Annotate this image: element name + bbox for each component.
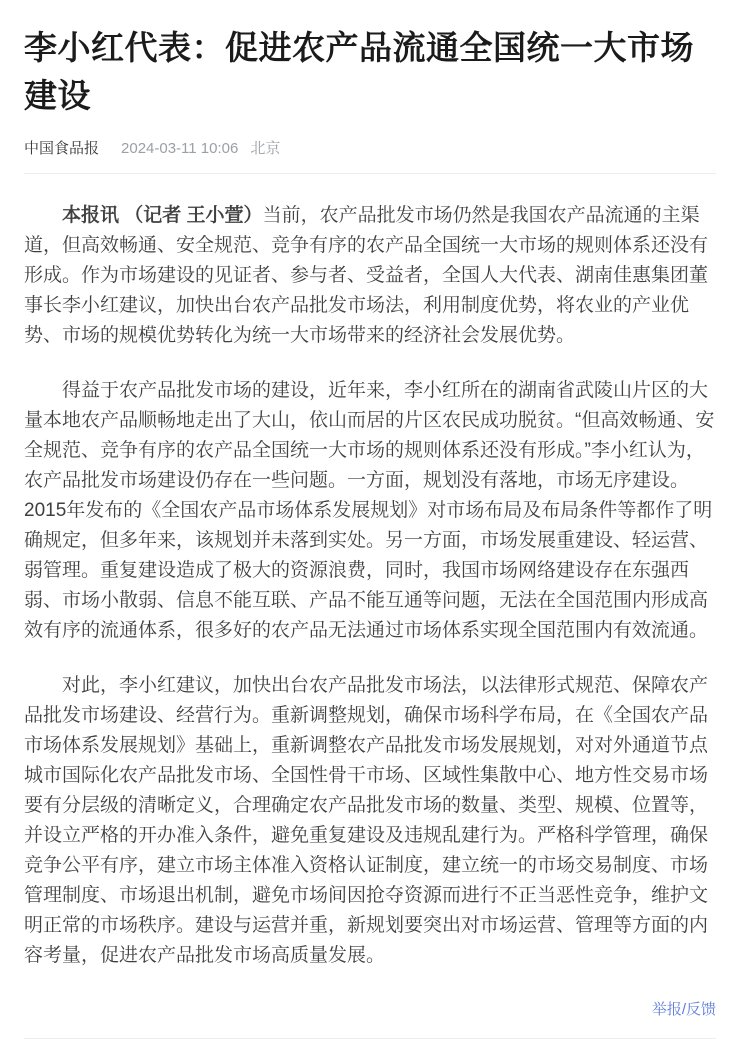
report-row	[24, 996, 716, 1020]
article-meta	[24, 138, 716, 159]
report-feedback-link[interactable]: 举报/反馈	[651, 1001, 716, 1018]
paragraph-3-text: 对此，李小红建议，加快出台农产品批发市场法，以法律形式规范、保障农产品批发市场建设、经营行为。重新调整规划，确保市场科学布局，在《全国农产品市场体系发展规划》基础上，重新调整农产品批发市场发展规划，对对外通道节点城市国际化农产品批发市场、全国性骨干市场、区域性集散中心、地方性交易市场要有分层级的清晰定义，合理确定农产品批发市场的数量、类型、规模、位置等，并设立严格的开办准入条件，避免重复建设及违规乱建行为。严格科学管理，确保竞争公平有序，建立市场主体准入资格认证制度，建立统一的市场交易制度、市场管理制度、市场退出机制，避免市场间因抢夺资源而进行不正当恶性竞争，维护文明正常的市场秩序。建设与运营并重，新规划要突出对市场运营、管理等方面的内容考量，促进农产品批发市场高质量发展。	[24, 675, 709, 966]
publish-location: 北京	[250, 140, 281, 157]
paragraph-2	[24, 376, 716, 646]
paragraph-2-text: 得益于农产品批发市场的建设，近年来，李小红所在的湖南省武陵山片区的大量本地农产品顺畅地走出了大山，依山而居的片区农民成功脱贫。“但高效畅通、安全规范、竞争有序的农产品全国统一大市场的规则体系还没有形成。”李小红认为，农产品批发市场建设仍存在一些问题。一方面，规划没有落地，市场无序建设。2015年发布的《全国农产品市场体系发展规划》对市场布局及布局条件等都作了明确规定，但多年来，该规划并未落到实处。另一方面，市场发展重建设、轻运营、弱管理。重复建设造成了极大的资源浪费，同时，我国市场网络建设存在东强西弱、市场小散弱、信息不能互联、产品不能互通等问题，无法在全国范围内形成高效有序的流通体系，很多好的农产品无法通过市场体系实现全国范围内有效流通。	[24, 380, 715, 641]
article-title: 李小红代表：促进农产品流通全国统一大市场建设	[24, 29, 694, 114]
source-name[interactable]: 中国食品报	[24, 140, 100, 157]
article-body	[24, 174, 716, 971]
paragraph-3	[24, 671, 716, 971]
byline-lead: 本报讯 （记者 王小萱）	[62, 205, 263, 226]
paragraph-1-text: 当前，农产品批发市场仍然是我国农产品流通的主渠道，但高效畅通、安全规范、竞争有序的农产品全国统一大市场的规则体系还没有形成。作为市场建设的见证者、参与者、受益者，全国人大代表、湖南佳惠集团董事长李小红建议，加快出台农产品批发市场法，利用制度优势，将农业的产业优势、市场的规模优势转化为统一大市场带来的经济社会发展优势。	[24, 205, 709, 346]
paragraph-1	[24, 201, 716, 351]
publish-datetime: 2024-03-11 10:06	[121, 140, 239, 157]
